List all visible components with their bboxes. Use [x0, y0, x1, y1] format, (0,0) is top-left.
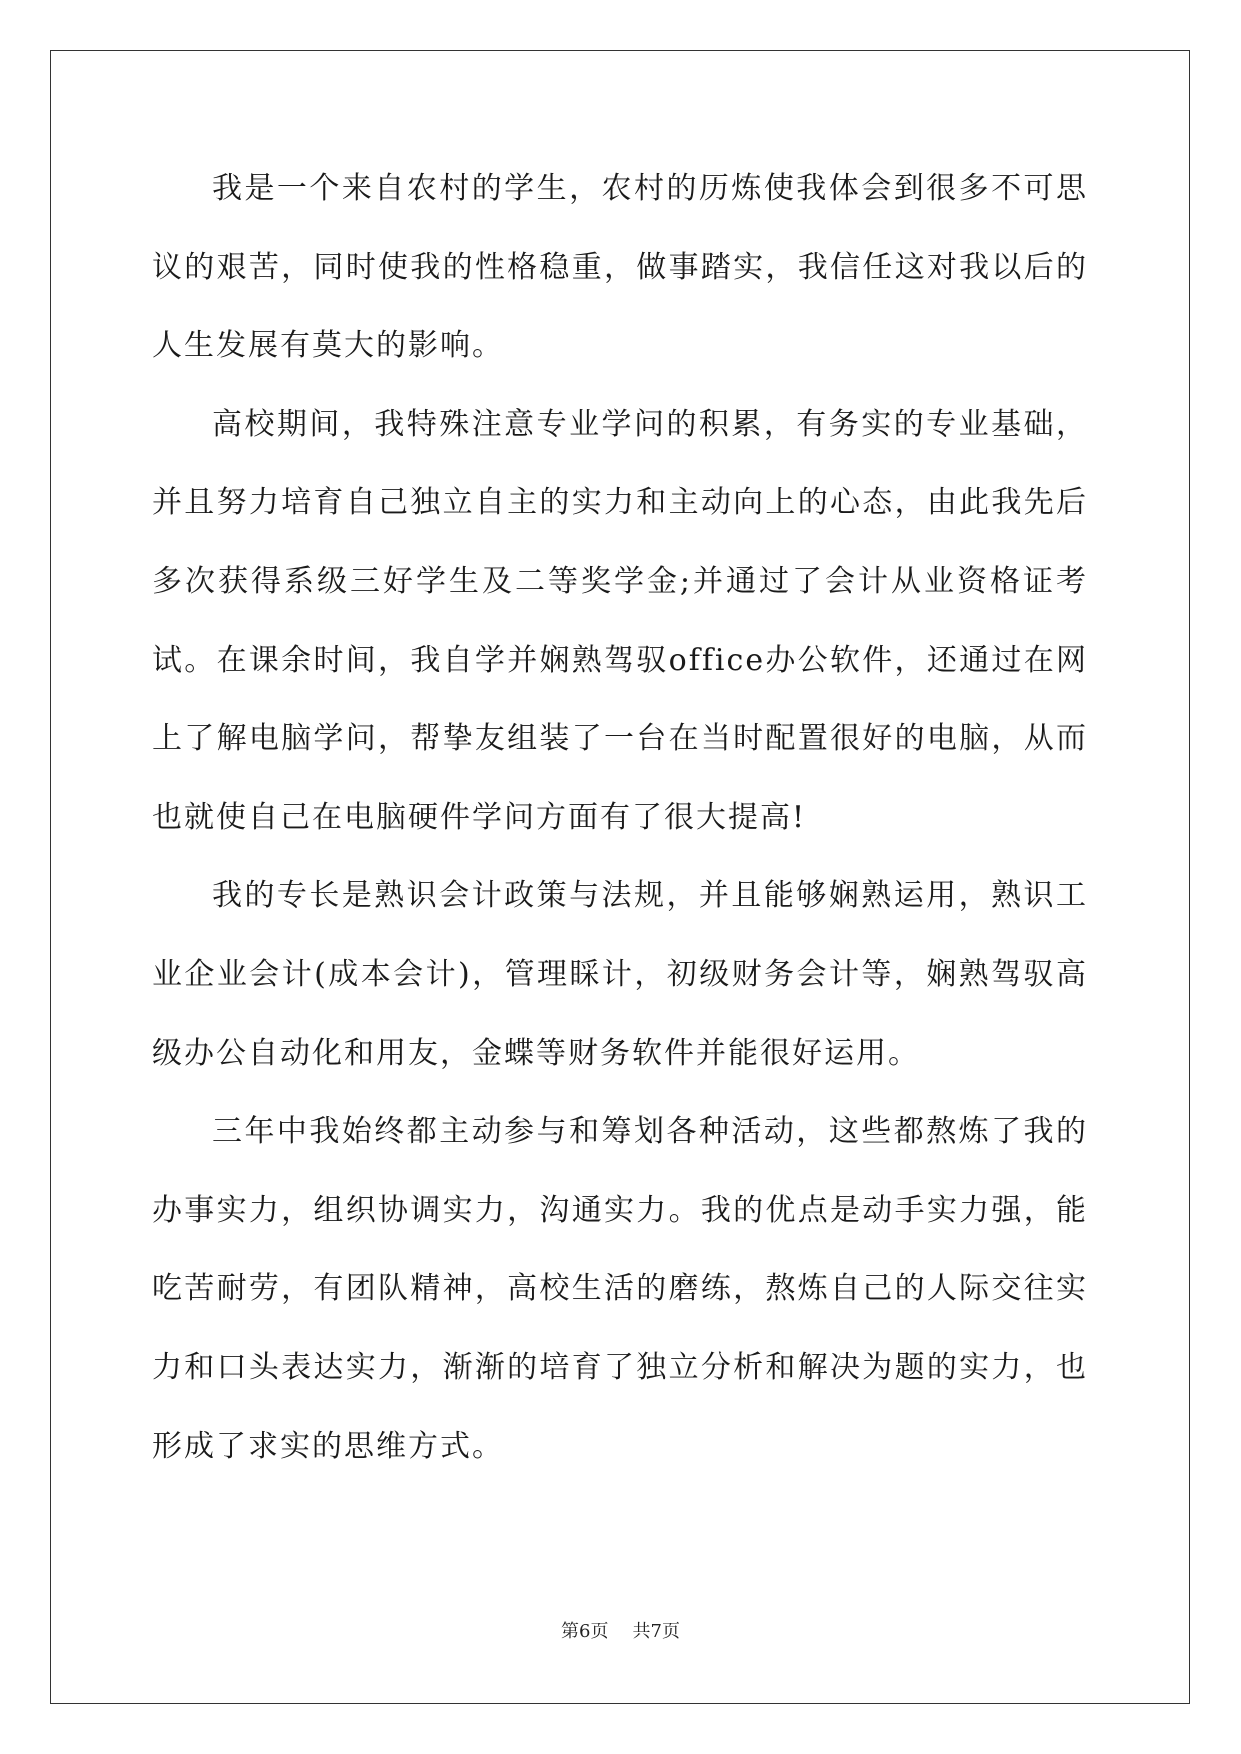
document-body: [152, 150, 1088, 1486]
paragraph: 我的专长是熟识会计政策与法规，并且能够娴熟运用，熟识工业企业会计(成本会计)，管理睬计，初级财务会计等，娴熟驾驭高级办公自动化和用友，金蝶等财务软件并能很好运用。: [152, 878, 1088, 1071]
page-footer: [0, 1617, 1241, 1643]
paragraph: 高校期间，我特殊注意专业学问的积累，有务实的专业基础，并且努力培育自己独立自主的实力和主动向上的心态，由此我先后多次获得系级三好学生及二等奖学金;并通过了会计从业资格证考试。在课余时间，我自学并娴熟驾驭office办公软件，还通过在网上了解电脑学问，帮挚友组装了一台在当时配置很好的电脑，从而也就使自己在电脑硬件学问方面有了很大提高!: [152, 406, 1088, 835]
page-number: 第6页: [561, 1621, 609, 1642]
paragraph: 三年中我始终都主动参与和筹划各种活动，这些都熬炼了我的办事实力，组织协调实力，沟通实力。我的优点是动手实力强，能吃苦耐劳，有团队精神，高校生活的磨练，熬炼自己的人际交往实力和口头表达实力，渐渐的培育了独立分析和解决为题的实力，也形成了求实的思维方式。: [152, 1114, 1088, 1464]
page-total: 共7页: [632, 1621, 680, 1642]
paragraph: 我是一个来自农村的学生，农村的历炼使我体会到很多不可思议的艰苦，同时使我的性格稳重，做事踏实，我信任这对我以后的人生发展有莫大的影响。: [152, 171, 1088, 364]
